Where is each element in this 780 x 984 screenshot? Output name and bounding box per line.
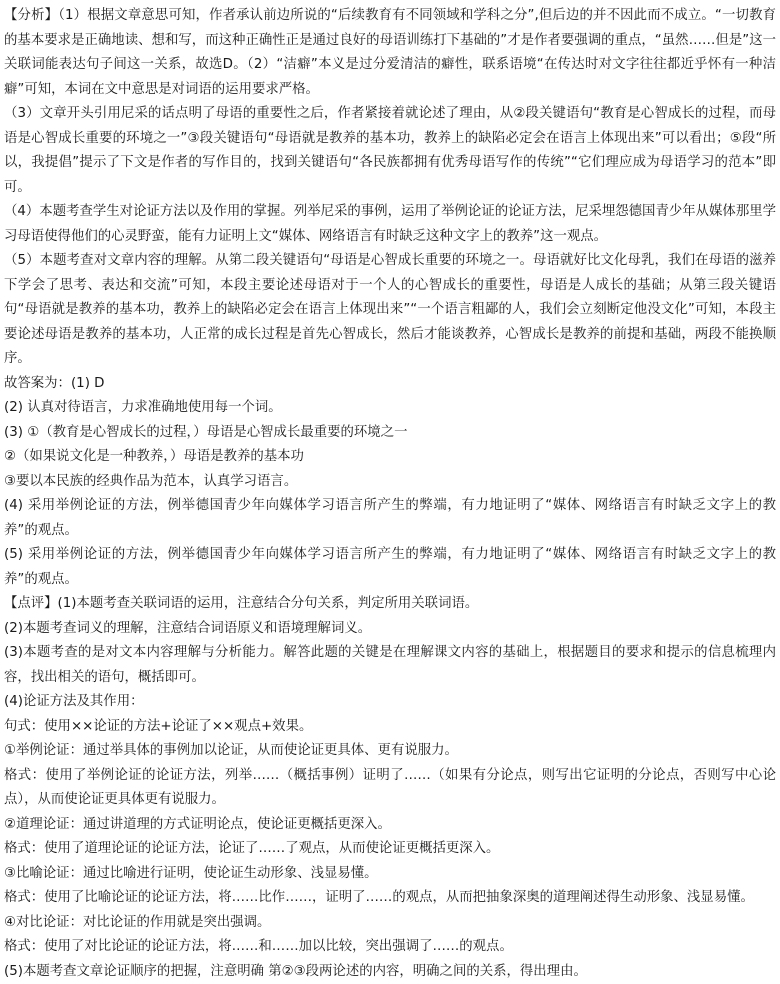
answer-4: (4) 采用举例论证的方法，例举德国青少年向媒体学习语言所产生的弊端，有力地证明了“媒体、网络语言有时缺乏文字上的教养”的观点。 <box>4 494 776 543</box>
answer-explanation <box>4 4 776 984</box>
contrast-argument-def: ④对比论证：对比论证的作用就是突出强调。 <box>4 911 776 936</box>
analysis-paragraph-3: （3）文章开头引用尼采的话点明了母语的重要性之后，作者紧接着就论述了理由，从②段关键语句“教育是心智成长的过程，而母语是心智成长重要的环境之一”③段关键语句“母语就是教养的基本功，教养上的缺陷必定会在语言上体现出来”可以看出；⑤段“所以，我提倡”提示了下文是作者的写作目的，找到关键语句“各民族都拥有优秀母语写作的传统”“它们理应成为母语学习的范本”即可。 <box>4 102 776 200</box>
answer-heading: 故答案为：(1) D <box>4 372 776 397</box>
comment-4-heading: (4)论证方法及其作用： <box>4 690 776 715</box>
comment-4-pattern: 句式：使用××论证的方法+论证了××观点+效果。 <box>4 715 776 740</box>
analysis-paragraph-5: （5）本题考查对文章内容的理解。从第二段关键语句“母语是心智成长重要的环境之一。母语就好比文化母乳，我们在母语的滋养下学会了思考、表达和交流”可知，本段主要论述母语对于一个人的心智成长的重要性，母语是人成长的基础；从第三段关键语句“母语就是教养的基本功，教养上的缺陷必定会在语言上体现出来”“一个语言粗鄙的人，我们会立刻断定他没文化”可知，本段主要论述母语是教养的基本功，人正常的成长过程是首先心智成长，然后才能谈教养，心智成长是教养的前提和基础，两段不能换顺序。 <box>4 249 776 372</box>
answer-3-2: ②（如果说文化是一种教养，）母语是教养的基本功 <box>4 445 776 470</box>
analysis-paragraph-1: 【分析】（1）根据文章意思可知，作者承认前边所说的“后续教育有不同领域和学科之分”,但后边的并不因此而不成立。“一切教育的基本要求是正确地读、想和写，而这种正确性正是通过良好的母语训练打下基础的”才是作者要强调的重点，“虽然……但是”这一关联词能表达句子间这一关系，故选D。（2）“洁癖”本义是过分爱清洁的癖性，联系语境“在传达时对文字往往都近乎怀有一种洁癖”可知，本词在文中意思是对词语的运用要求严格。 <box>4 4 776 102</box>
example-argument-def: ①举例论证：通过举具体的事例加以论证，从而使论证更具体、更有说服力。 <box>4 739 776 764</box>
answer-3-3: ③要以本民族的经典作品为范本，认真学习语言。 <box>4 470 776 495</box>
analysis-paragraph-4: （4）本题考查学生对论证方法以及作用的掌握。列举尼采的事例，运用了举例论证的论证方法，尼采埋怨德国青少年从媒体那里学习母语使得他们的心灵野蛮，能有力证明上文“媒体、网络语言有时缺乏这种文字上的教养”这一观点。 <box>4 200 776 249</box>
comment-1: 【点评】(1)本题考查关联词语的运用，注意结合分句关系，判定所用关联词语。 <box>4 592 776 617</box>
comment-2: (2)本题考查词义的理解，注意结合词语原义和语境理解词义。 <box>4 617 776 642</box>
example-argument-format: 格式：使用了举例论证的论证方法，列举……（概括事例）证明了……（如果有分论点，则写出它证明的分论点，否则写中心论点），从而使论证更具体更有说服力。 <box>4 764 776 813</box>
comment-3: (3)本题考查的是对文本内容理解与分析能力。解答此题的关键是在理解课文内容的基础上，根据题目的要求和提示的信息梳理内容，找出相关的语句，概括即可。 <box>4 641 776 690</box>
answer-2: (2) 认真对待语言，力求准确地使用每一个词。 <box>4 396 776 421</box>
metaphor-argument-format: 格式：使用了比喻论证的论证方法，将……比作……，证明了……的观点，从而把抽象深奥的道理阐述得生动形象、浅显易懂。 <box>4 886 776 911</box>
contrast-argument-format: 格式：使用了对比论证的论证方法，将……和……加以比较，突出强调了……的观点。 <box>4 935 776 960</box>
comment-5: (5)本题考查文章论证顺序的把握，注意明确 第②③段两论述的内容，明确之间的关系，得出理由。 <box>4 960 776 984</box>
answer-3-1: (3) ①（教育是心智成长的过程，）母语是心智成长最重要的环境之一 <box>4 421 776 446</box>
answer-5: (5) 采用举例论证的方法，例举德国青少年向媒体学习语言所产生的弊端，有力地证明了“媒体、网络语言有时缺乏文字上的教养”的观点。 <box>4 543 776 592</box>
reasoning-argument-format: 格式：使用了道理论证的论证方法，论证了……了观点，从而使论证更概括更深入。 <box>4 837 776 862</box>
metaphor-argument-def: ③比喻论证：通过比喻进行证明，使论证生动形象、浅显易懂。 <box>4 862 776 887</box>
reasoning-argument-def: ②道理论证：通过讲道理的方式证明论点，使论证更概括更深入。 <box>4 813 776 838</box>
